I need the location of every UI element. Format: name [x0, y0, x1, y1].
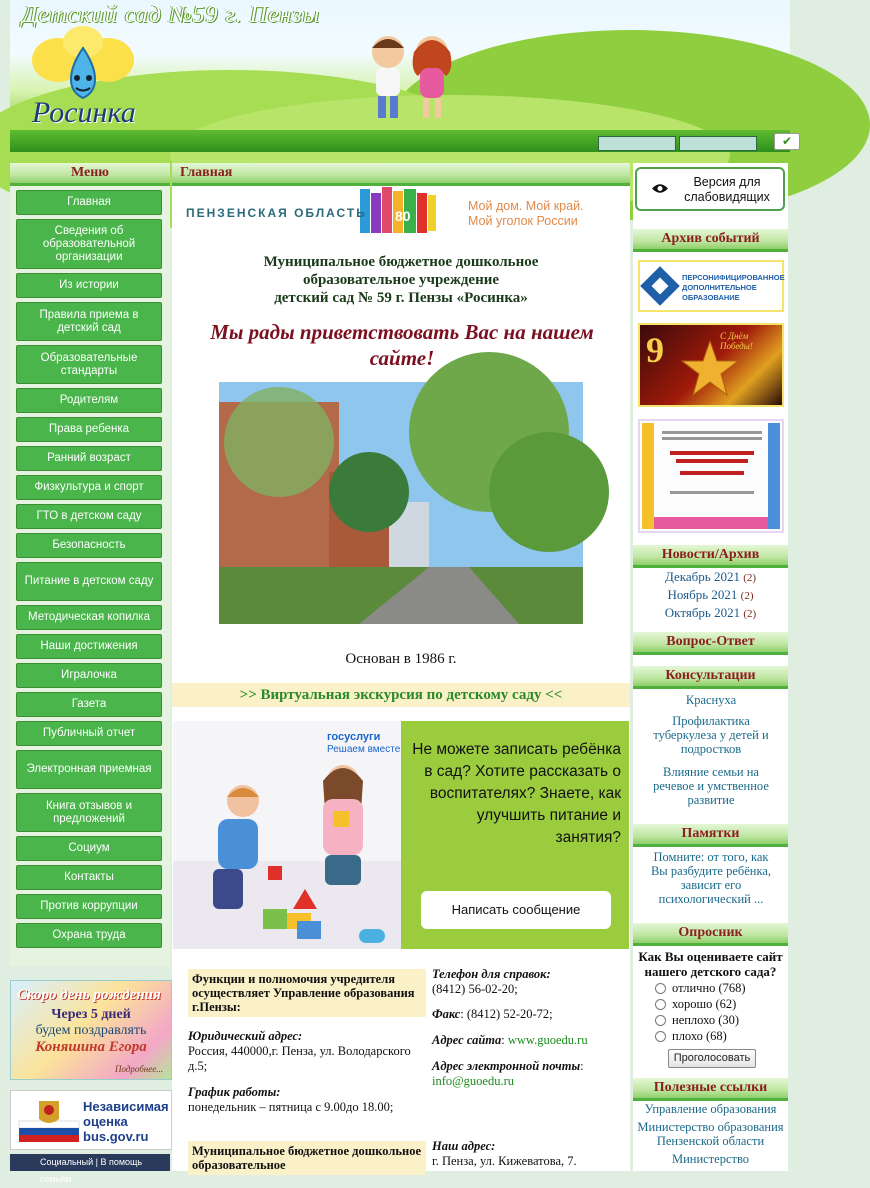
founder-functions: Функции и полномочия учредителя осуществляет Управление образования г.Пензы:: [188, 969, 426, 1017]
region-slogan-line2: Мой уголок России: [468, 214, 578, 228]
social-banner[interactable]: Социальный | В помощь семьям: [10, 1154, 170, 1171]
gosuslugi-question: Не можете записать ребёнка в сад? Хотите рассказать о воспитателях? Знаете, как улучшить питание и занятия?: [412, 741, 621, 846]
work-schedule: [188, 1085, 428, 1115]
logo-text[interactable]: Росинка: [32, 96, 136, 129]
work-schedule-label: График работы:: [188, 1085, 281, 1099]
site-link[interactable]: www.guoedu.ru: [507, 1033, 588, 1047]
bus-gov-line2: оценка: [83, 1114, 128, 1129]
menu-item[interactable]: Социум: [16, 836, 162, 861]
bus-gov-line3: bus.gov.ru: [83, 1129, 149, 1144]
site-label: Адрес сайта: [432, 1033, 502, 1047]
news-count: (2): [743, 572, 757, 584]
menu-item[interactable]: Методическая копилка: [16, 605, 162, 630]
order-star-icon: [680, 339, 740, 399]
region-slogan-line1: Мой дом. Мой край.: [468, 199, 584, 213]
low-vision-version-button[interactable]: [635, 167, 785, 211]
menu-item[interactable]: Контакты: [16, 865, 162, 890]
birthday-days: Через 5 дней: [51, 1007, 131, 1022]
radio-icon[interactable]: [655, 1031, 666, 1042]
low-vision-label: Версия для слабовидящих: [684, 175, 770, 204]
login-submit-button[interactable]: ✔: [774, 133, 800, 150]
menu-item[interactable]: Главная: [16, 190, 162, 215]
archive-thumb-certificate[interactable]: [638, 419, 784, 533]
news-month[interactable]: Декабрь 2021: [664, 569, 740, 584]
region-name: ПЕНЗЕНСКАЯ ОБЛАСТЬ: [186, 206, 367, 220]
kindergarten-photo: [219, 382, 583, 624]
email-block: Адрес электронной почты: info@guoedu.ru: [432, 1059, 584, 1088]
radio-icon[interactable]: [655, 1015, 666, 1026]
org-box: Муниципальное бюджетное дошкольное образовательное: [188, 1141, 426, 1175]
menu-item[interactable]: Электронная приемная: [16, 750, 162, 789]
poll-title: Опросник: [633, 923, 788, 946]
work-schedule-value: понедельник – пятница с 9.00до 18.00;: [188, 1100, 394, 1114]
our-address: [432, 1139, 628, 1169]
eye-icon: [651, 183, 669, 194]
gosuslugi-illustration: [173, 721, 401, 949]
poll-option[interactable]: [655, 1013, 739, 1028]
our-address-label: Наш адрес:: [432, 1139, 496, 1153]
birthday-banner[interactable]: [10, 980, 172, 1080]
memo-item[interactable]: Помните: от того, как Вы разбудите ребёнка, зависит его психологический ...: [650, 850, 772, 906]
organization-name: [172, 253, 630, 307]
region-slogan: [468, 199, 584, 229]
news-month[interactable]: Ноябрь 2021: [667, 587, 738, 602]
gosuslugi-panel: [401, 721, 629, 949]
poll-option-label: отлично (768): [672, 981, 746, 995]
search-input[interactable]: [598, 136, 676, 151]
menu-list: [10, 190, 170, 948]
useful-link[interactable]: Министерство: [671, 1152, 750, 1166]
news-archive-link[interactable]: [633, 587, 788, 603]
archive-thumb-pdo[interactable]: [638, 260, 784, 312]
pdo-text: ПЕРСОНИФИЦИРОВАННОЕ ДОПОЛНИТЕЛЬНОЕ ОБРАЗОВАНИЕ: [682, 273, 785, 302]
news-count: (2): [743, 608, 757, 620]
menu-item[interactable]: Образовательные стандарты: [16, 345, 162, 384]
menu-item[interactable]: Охрана труда: [16, 923, 162, 948]
founded-text: Основан в 1986 г.: [345, 651, 457, 667]
menu-item[interactable]: Физкультура и спорт: [16, 475, 162, 500]
news-title: Новости/Архив: [633, 545, 788, 568]
password-input[interactable]: [679, 136, 757, 151]
legal-address-label: Юридический адрес:: [188, 1029, 303, 1043]
gosuslugi-brand-slogan: Решаем вместе: [327, 744, 401, 755]
links-title: Полезные ссылки: [633, 1078, 788, 1101]
menu-item[interactable]: Из истории: [16, 273, 162, 298]
qa-title[interactable]: Вопрос-Ответ: [633, 632, 788, 655]
poll-option[interactable]: [655, 997, 736, 1012]
poll-option-label: неплохо (30): [672, 1013, 740, 1027]
poll-option[interactable]: [655, 1029, 727, 1044]
org-line2: образовательное учреждение: [302, 272, 500, 288]
fax-value: : (8412) 52-20-72;: [460, 1007, 553, 1021]
welcome-heading: Мы рады приветствовать Вас на нашем сайте!: [210, 320, 594, 370]
legal-address-value: Россия, 440000,г. Пенза, ул. Володарского д.5;: [188, 1044, 411, 1073]
virtual-tour-link[interactable]: >> Виртуальная экскурсия по детскому саду <<: [172, 683, 630, 707]
menu-item[interactable]: Ранний возраст: [16, 446, 162, 471]
page-title: Главная: [172, 163, 630, 186]
consult-title: Консультации: [633, 666, 788, 689]
menu-item[interactable]: Родителям: [16, 388, 162, 413]
poll-option-label: плохо (68): [672, 1029, 727, 1043]
phone-block: [432, 967, 628, 997]
email-link[interactable]: info@guoedu.ru: [432, 1074, 514, 1088]
memo-title: Памятки: [633, 824, 788, 847]
poll-question: Как Вы оцениваете сайт нашего детского сада?: [638, 949, 783, 979]
org-line3: детский сад № 59 г. Пензы «Росинка»: [274, 290, 528, 306]
site-block: Адрес сайта: www.guoedu.ru: [432, 1033, 588, 1047]
menu-item[interactable]: Игралочка: [16, 663, 162, 688]
birthday-text: будем поздравлять: [35, 1023, 147, 1038]
bus-gov-banner[interactable]: [10, 1090, 172, 1150]
svg-text:80: 80: [395, 208, 411, 224]
birthday-more-link[interactable]: Подробнее...: [114, 1064, 163, 1074]
consult-item[interactable]: Краснуха: [685, 693, 737, 707]
poll-option[interactable]: [655, 981, 746, 996]
menu-item[interactable]: Сведения об образовательной организации: [16, 219, 162, 269]
birthday-title: Скоро день рождения: [17, 987, 161, 1003]
certificate-icon: [640, 421, 782, 531]
menu-item[interactable]: Безопасность: [16, 533, 162, 558]
bus-gov-line1: Независимая: [83, 1099, 169, 1114]
useful-link[interactable]: Управление образования: [644, 1102, 777, 1116]
main-content: [172, 163, 630, 1171]
victory-text: С Днём Победы!: [720, 331, 753, 351]
news-count: (2): [740, 590, 754, 602]
fax-block: [432, 1007, 628, 1022]
menu-item[interactable]: Питание в детском саду: [16, 562, 162, 601]
victory-nine: 9: [646, 330, 664, 370]
menu-item[interactable]: Против коррупции: [16, 894, 162, 919]
menu-item[interactable]: ГТО в детском саду: [16, 504, 162, 529]
menu-title: Меню: [10, 163, 170, 186]
radio-icon[interactable]: [655, 983, 666, 994]
coat-of-arms-icon: [19, 1097, 79, 1143]
news-month[interactable]: Октябрь 2021: [664, 605, 741, 620]
birthday-name: Коняшина Егора: [35, 1039, 147, 1055]
fax-label: Факс: [432, 1007, 461, 1021]
gosuslugi-brand-name: госуслуги: [327, 731, 381, 743]
consult-item[interactable]: Профилактика туберкулеза у детей и подростков: [653, 714, 769, 756]
gosuslugi-brand: [327, 731, 400, 756]
left-sidebar: [10, 163, 170, 966]
archive-title: Архив событий: [633, 229, 788, 252]
site-header: [10, 0, 793, 152]
menu-item[interactable]: Права ребенка: [16, 417, 162, 442]
phone-value: (8412) 56-02-20;: [432, 982, 518, 996]
email-label: Адрес электронной почты: [432, 1059, 581, 1073]
menu-item[interactable]: Наши достижения: [16, 634, 162, 659]
news-archive-link[interactable]: [633, 605, 788, 621]
gosuslugi-banner[interactable]: [173, 721, 629, 949]
phone-label: Телефон для справок:: [432, 967, 551, 981]
bus-gov-text: [83, 1099, 169, 1144]
poll-option-label: хорошо (62): [672, 997, 737, 1011]
legal-address: [188, 1029, 428, 1074]
menu-item[interactable]: Публичный отчет: [16, 721, 162, 746]
site-title[interactable]: Детский сад №59 г. Пензы: [22, 2, 321, 28]
org-line1: Муниципальное бюджетное дошкольное: [263, 254, 539, 270]
menu-item[interactable]: Правила приема в детский сад: [16, 302, 162, 341]
news-archive-link[interactable]: [633, 569, 788, 585]
consult-item[interactable]: Влияние семьи на речевое и умственное развитие: [653, 765, 769, 807]
right-sidebar: [633, 163, 788, 1171]
our-address-value: г. Пенза, ул. Кижеватова, 7.: [432, 1154, 577, 1168]
vote-button[interactable]: Проголосовать: [668, 1049, 756, 1068]
write-message-button[interactable]: Написать сообщение: [421, 891, 611, 929]
children-playing-illustration: [173, 761, 401, 949]
radio-icon[interactable]: [655, 999, 666, 1010]
menu-item[interactable]: Книга отзывов и предложений: [16, 793, 162, 832]
menu-item[interactable]: Газета: [16, 692, 162, 717]
useful-link[interactable]: Министерство образования Пензенской области: [637, 1120, 784, 1148]
archive-thumb-victory[interactable]: [638, 323, 784, 407]
kids-illustration: [350, 30, 470, 125]
